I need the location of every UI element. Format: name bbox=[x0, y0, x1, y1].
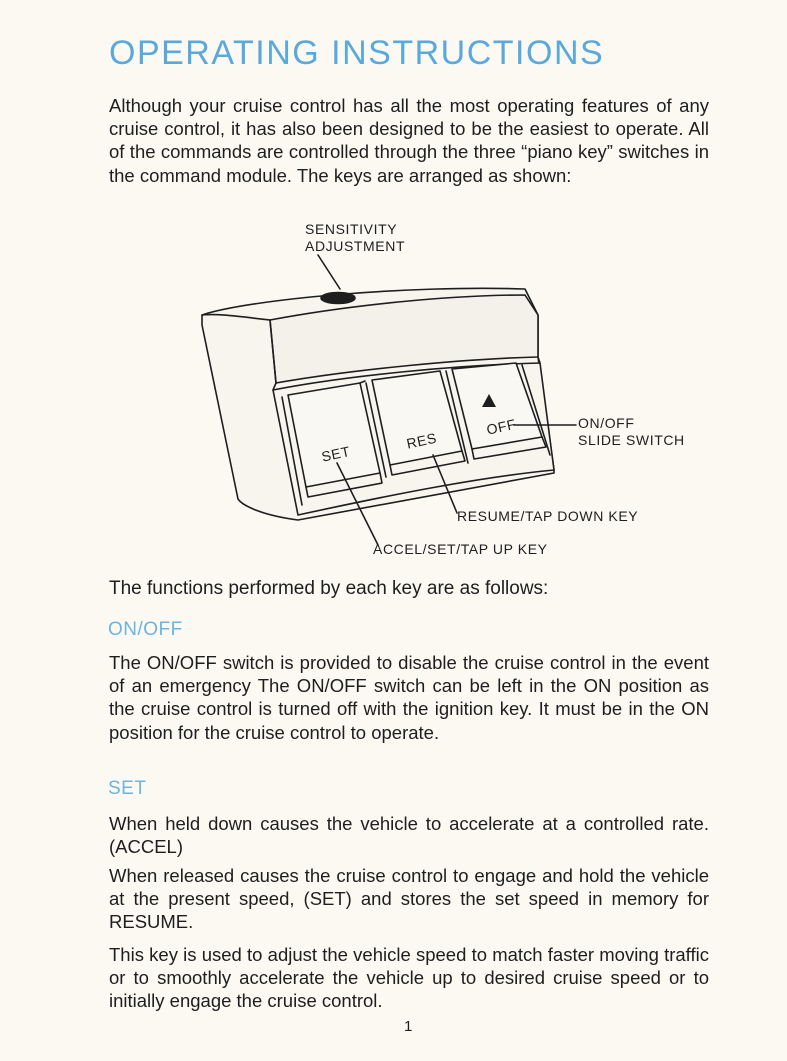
set-key-label: SET bbox=[320, 442, 352, 465]
onoff-switch-label-line1: ON/OFF bbox=[578, 415, 635, 431]
onoff-heading: ON/OFF bbox=[108, 619, 183, 640]
page-title: OPERATING INSTRUCTIONS bbox=[109, 34, 605, 72]
res-key-label: RES bbox=[405, 429, 439, 452]
onoff-switch-label-line2: SLIDE SWITCH bbox=[578, 432, 685, 448]
sensitivity-label-line1: SENSITIVITY bbox=[305, 221, 398, 237]
onoff-paragraph: The ON/OFF switch is provided to disable the cruise control in the event of an emergency The ON/OFF switch can be left in the ON position as the cruise control is turned off with the ignition key. It must be in the ON position for the cruise control to operate. bbox=[109, 652, 709, 743]
page-number: 1 bbox=[404, 1018, 413, 1035]
command-module-diagram bbox=[190, 215, 710, 565]
functions-lead: The functions performed by each key are as follows: bbox=[109, 578, 549, 599]
set-paragraph-1: When held down causes the vehicle to accelerate at a controlled rate. (ACCEL) bbox=[109, 813, 709, 858]
intro-paragraph: Although your cruise control has all the most operating features of any cruise control, it has also been designed to be the easiest to operate. All of the commands are controlled through the three “piano key” switches in the command module. The keys are arranged as shown: bbox=[109, 95, 709, 186]
resume-key-label: RESUME/TAP DOWN KEY bbox=[457, 508, 639, 524]
set-paragraph-2: When released causes the cruise control to engage and hold the vehicle at the present speed, (SET) and stores the set speed in memory for RESUME. bbox=[109, 865, 709, 933]
set-heading: SET bbox=[108, 778, 147, 799]
set-paragraph-3: This key is used to adjust the vehicle speed to match faster moving traffic or to smoothly accelerate the vehicle up to desired cruise speed or to initially engage the cruise control. bbox=[109, 944, 709, 1012]
off-key-label: OFF bbox=[485, 415, 518, 438]
sensitivity-label-line2: ADJUSTMENT bbox=[305, 238, 406, 254]
accel-key-label: ACCEL/SET/TAP UP KEY bbox=[373, 541, 548, 557]
